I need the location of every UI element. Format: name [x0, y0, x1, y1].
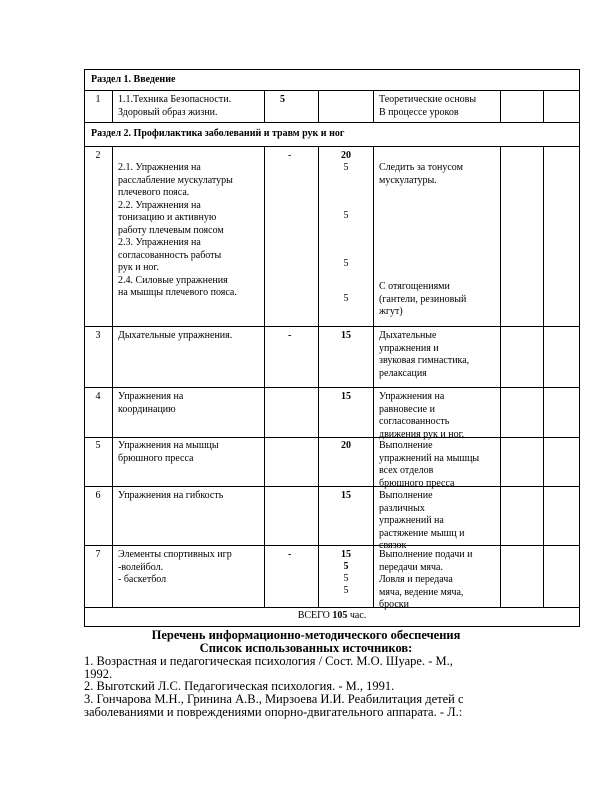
row-2-total-hours: 20: [341, 150, 351, 161]
row-4-note: Упражнения на равновесие и согласованность движения рук и ног.: [379, 391, 465, 440]
row-5-note: Выполнение упражнений на мышцы всех отделов брюшного пресса: [379, 440, 480, 489]
row-4-total-hours: 15: [341, 391, 351, 402]
row-2-note-top: Следить за тонусом мускулатуры.: [379, 162, 463, 186]
row-1-number: 1: [95, 94, 101, 105]
section-2-title: Раздел 2. Профилактика заболеваний и травм рук и ног: [91, 128, 345, 139]
row-2-number: 2: [95, 150, 101, 161]
row-4-topic: Упражнения на координацию: [118, 391, 184, 415]
reference-1-line-2: 1992.: [84, 667, 113, 681]
total-unit: час.: [347, 610, 367, 621]
row-2-sub-hours-3: 5: [343, 258, 349, 269]
reference-3-line-2: заболеваниями и повреждениями опорно-двигательного аппарата. - Л.:: [84, 705, 463, 719]
row-7-hours-volleyball: 5: [343, 561, 349, 572]
row-7-theory: -: [288, 549, 292, 560]
row-2-sub-hours-1: 5: [343, 162, 349, 173]
row-7-hours-basketball: 5: [343, 573, 349, 584]
row-7-hours-extra: 5: [343, 585, 349, 596]
total-hours-row: [84, 610, 580, 623]
row-3-total-hours: 15: [341, 330, 351, 341]
row-3-number: 3: [95, 330, 101, 341]
methodology-heading: Перечень информационно-методического обеспечения: [151, 628, 461, 642]
row-2-theory: -: [288, 150, 292, 161]
row-1-note: Теоретические основы В процессе уроков: [379, 94, 477, 118]
row-2-sub-hours-2: 5: [343, 210, 349, 221]
row-3-note: Дыхательные упражнения и звуковая гимнастика, релаксация: [379, 330, 470, 379]
row-3-theory: -: [288, 330, 292, 341]
row-5-topic: Упражнения на мышцы брюшного пресса: [118, 440, 219, 464]
row-2-note-bottom: С отягощениями (гантели, резиновый жгут) .: [379, 281, 467, 330]
row-7-note: Выполнение подачи и передачи мяча. Ловля и передача мяча, ведение мяча, броски: [379, 549, 473, 610]
reference-1-line-1: 1. Возрастная и педагогическая психология / Сост. М.О. Шуаре. - М.,: [84, 654, 453, 668]
row-7-topic: Элементы спортивных игр -волейбол. - баскетбол: [118, 549, 232, 585]
row-5-number: 5: [95, 440, 101, 451]
total-label: ВСЕГО: [297, 610, 333, 621]
row-1-hours: 5: [280, 94, 285, 105]
reference-3-line-1: 3. Гончарова М.Н., Гринина А.В., Мирзоева И.И. Реабилитация детей с: [84, 692, 464, 706]
sources-heading: Список использованных источников:: [199, 641, 413, 655]
row-5-total-hours: 20: [341, 440, 351, 451]
row-2-topic: 2.1. Упражнения на расслабление мускулатуры плечевого пояса. 2.2. Упражнения на тонизацию и активную работу плечевым поясом 2.3. Упражнения на согласованность работы рук и ног. 2.4. Силовые упражнения на мышцы плечевого пояса.: [118, 162, 237, 298]
row-2-sub-hours-4: 5: [343, 293, 349, 304]
section-1-title: Раздел 1. Введение: [91, 74, 176, 85]
row-4-number: 4: [95, 391, 101, 402]
reference-2: 2. Выготский Л.С. Педагогическая психология. - М., 1991.: [84, 679, 395, 693]
row-7-number: 7: [95, 549, 101, 560]
row-6-topic: Упражнения на гибкость: [118, 490, 224, 501]
row-6-total-hours: 15: [341, 490, 351, 501]
row-1-topic: 1.1.Техника Безопасности. Здоровый образ жизни.: [118, 94, 232, 118]
row-6-note: Выполнение различных упражнений на растяжение мышц и связок: [379, 490, 465, 551]
row-7-hours-total: 15: [341, 549, 351, 560]
row-6-number: 6: [95, 490, 101, 501]
total-value: 105: [332, 610, 348, 621]
row-3-topic: Дыхательные упражнения.: [118, 330, 233, 341]
